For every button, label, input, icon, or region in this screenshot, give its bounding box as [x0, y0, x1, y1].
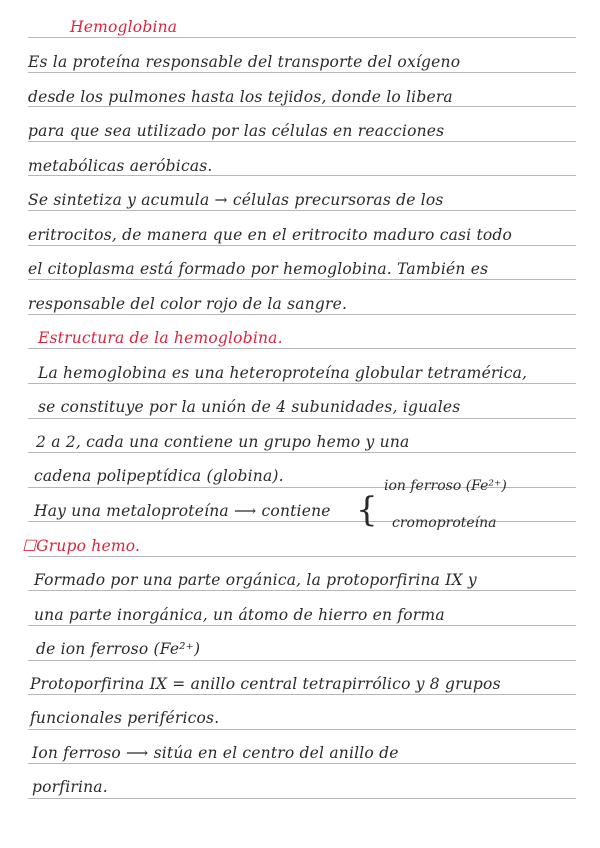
section-heading: Estructura de la hemoglobina.	[38, 329, 283, 347]
ruled-line	[28, 210, 576, 211]
text-line: porfirina.	[32, 778, 108, 796]
text-line: funcionales periféricos.	[30, 709, 220, 727]
ruled-line	[28, 625, 576, 626]
ruled-line	[28, 729, 576, 730]
ruled-line	[28, 452, 576, 453]
text-line: de ion ferroso (Fe²⁺)	[36, 640, 201, 658]
text-line: metabólicas aeróbicas.	[28, 157, 213, 175]
text-line: desde los pulmones hasta los tejidos, donde lo libera	[28, 88, 453, 106]
ruled-line	[28, 590, 576, 591]
text-line: Protoporfirina IX = anillo central tetrapirrólico y 8 grupos	[30, 675, 501, 693]
ruled-line	[28, 798, 576, 799]
ruled-line	[28, 279, 576, 280]
text-line: Hay una metaloproteína ⟶ contiene	[34, 502, 331, 520]
ruled-line	[28, 418, 576, 419]
ruled-line	[28, 556, 576, 557]
ruled-line	[28, 72, 576, 73]
ruled-line	[28, 763, 576, 764]
branch-label-bottom: cromoproteína	[392, 515, 497, 531]
checkbox-icon: ☐	[22, 537, 37, 555]
ruled-line	[28, 314, 576, 315]
text-line: eritrocitos, de manera que en el eritrocito maduro casi todo	[28, 226, 513, 244]
text-line: responsable del color rojo de la sangre.	[28, 295, 348, 313]
text-line: Es la proteína responsable del transporte del oxígeno	[28, 53, 461, 71]
page-title: Hemoglobina	[70, 18, 178, 36]
branch-label-top: ion ferroso (Fe²⁺)	[384, 478, 507, 494]
text-line: el citoplasma está formado por hemoglobina. También es	[28, 260, 489, 278]
ruled-line	[28, 694, 576, 695]
section-heading	[22, 536, 570, 556]
ruled-line	[28, 37, 576, 38]
ruled-line	[28, 660, 576, 661]
text-line: 2 a 2, cada una contiene un grupo hemo y una	[36, 433, 410, 451]
text-line: cadena polipeptídica (globina).	[34, 467, 284, 485]
text-line: una parte inorgánica, un átomo de hierro en forma	[34, 606, 445, 624]
brace-symbol: {	[356, 490, 378, 530]
ruled-line	[28, 383, 576, 384]
ruled-line	[28, 141, 576, 142]
ruled-line	[28, 245, 576, 246]
section-heading-label: Grupo hemo.	[36, 537, 141, 555]
text-line: Se sintetiza y acumula → células precursoras de los	[28, 191, 444, 209]
text-line: se constituye por la unión de 4 subunidades, iguales	[38, 398, 461, 416]
text-line: La hemoglobina es una heteroproteína globular tetramérica,	[38, 364, 528, 382]
text-line: para que sea utilizado por las células en reacciones	[28, 122, 445, 140]
ruled-line	[28, 348, 576, 349]
text-line: Ion ferroso ⟶ sitúa en el centro del anillo de	[32, 744, 399, 762]
text-line: Formado por una parte orgánica, la protoporfirina IX y	[34, 571, 477, 589]
